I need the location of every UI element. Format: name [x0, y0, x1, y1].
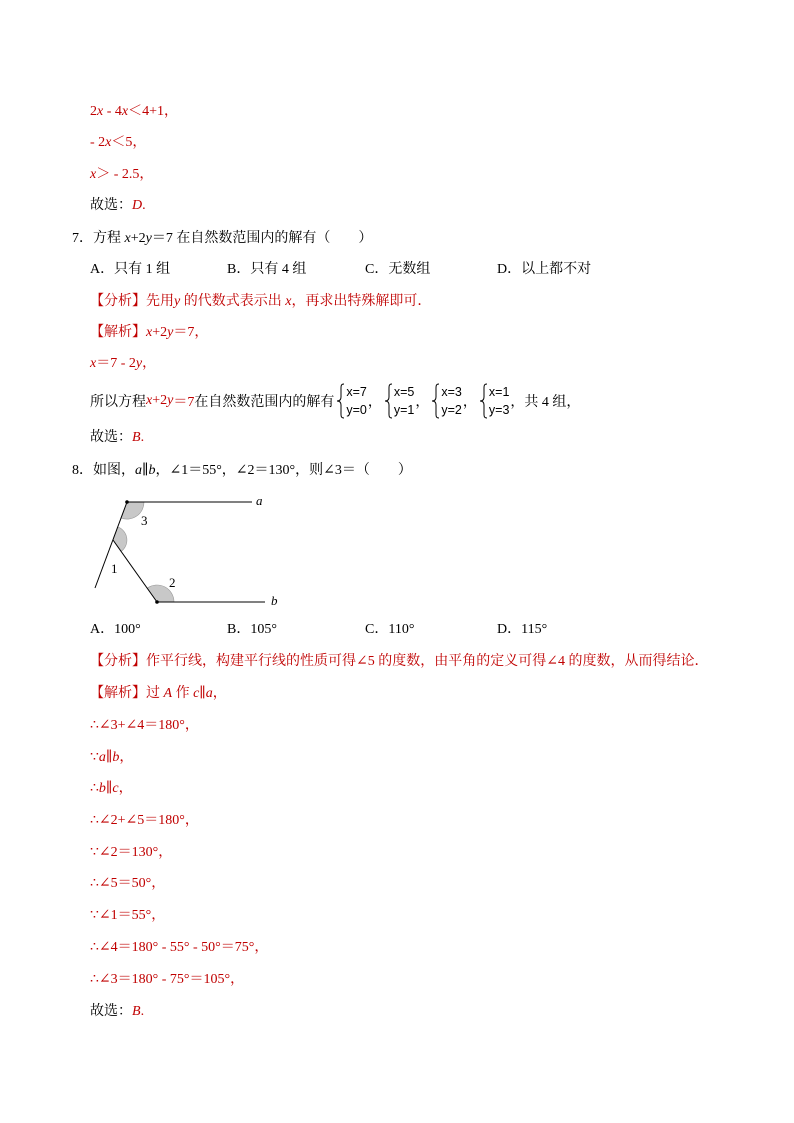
- system-row: y=1: [393, 403, 415, 417]
- equation-system-4: [479, 383, 510, 419]
- variable: A: [163, 686, 173, 701]
- text-run: 8．如图，: [72, 463, 135, 478]
- text-run: .: [142, 198, 146, 213]
- q7-option-a: A．只有 1 组: [90, 262, 171, 277]
- choice-answer: B: [132, 1004, 141, 1019]
- variable: y: [167, 393, 174, 408]
- choice-answer: D: [132, 198, 143, 213]
- q8-option-d: D．115°: [497, 622, 548, 637]
- q8-step-5: ∵∠2＝130°，: [90, 845, 173, 860]
- equation-system-1: [336, 383, 367, 419]
- text-run: ＞ - 2.5，: [96, 167, 154, 182]
- text-run: ，: [142, 356, 157, 371]
- q6-step-2: [90, 133, 146, 153]
- choice-label: 故选：: [90, 198, 132, 213]
- system-row: x=7: [346, 385, 367, 399]
- q8-step-7: ∵∠1＝55°，: [90, 908, 166, 923]
- text-run: ＝7: [173, 395, 195, 410]
- text-run: ，: [212, 686, 227, 701]
- brace-icon: [431, 383, 440, 419]
- variable: x: [146, 393, 153, 408]
- variable: b: [112, 750, 120, 765]
- text-run: 7．方程: [72, 231, 125, 246]
- vertex-dot: [155, 600, 159, 604]
- variable: x: [146, 325, 153, 340]
- text-run: ∥: [105, 750, 113, 765]
- text-run: ∵: [90, 750, 99, 765]
- q8-solution: [90, 684, 227, 704]
- text-run: +2: [152, 393, 168, 408]
- line-b-label: b: [271, 593, 278, 608]
- q7-stem: [72, 229, 372, 249]
- system-row: x=3: [441, 385, 462, 399]
- q6-choice: [90, 196, 146, 216]
- q8-stem: [72, 461, 412, 481]
- q6-step-3: [90, 165, 153, 185]
- q7-step-1: [90, 354, 156, 374]
- angle-2-label: 2: [169, 575, 176, 590]
- brace-icon: [479, 383, 488, 419]
- variable: c: [112, 781, 119, 796]
- q8-choice: [90, 1002, 144, 1022]
- separator: ，: [367, 395, 382, 410]
- text-run: ＜4+1，: [128, 104, 179, 119]
- equation-system-2: [384, 383, 415, 419]
- angle-1-sector: [113, 527, 127, 552]
- text-run: ＝7 - 2: [96, 356, 136, 371]
- text-run: 【分析】先用: [90, 294, 174, 309]
- text-run: - 4: [103, 104, 122, 119]
- text-run: ∴: [90, 781, 99, 796]
- text-run: ，: [118, 781, 133, 796]
- variable: y: [135, 356, 143, 371]
- text-run: .: [140, 1004, 145, 1019]
- q7-analysis: [90, 292, 431, 312]
- q8-option-b: B．105°: [227, 622, 277, 637]
- text-run: 在自然数范围内的解有: [194, 395, 335, 410]
- text-run: ∥: [105, 781, 113, 796]
- variable: y: [167, 325, 174, 340]
- line-a-label: a: [256, 493, 263, 508]
- text-run: 【解析】过: [90, 686, 164, 701]
- q8-option-a: A．100°: [90, 622, 141, 637]
- angle-3-label: 3: [141, 513, 148, 528]
- text-run: ，∠1＝55°，∠2＝130°，则∠3＝（ ）: [155, 463, 412, 478]
- text-run: ＝7，: [173, 325, 209, 340]
- q8-step-3: [90, 779, 133, 799]
- q8-step-6: ∴∠5＝50°，: [90, 876, 166, 891]
- q8-option-c: C．110°: [365, 622, 415, 637]
- angle-1-label: 1: [111, 561, 118, 576]
- q7-option-b: B．只有 4 组: [227, 262, 307, 277]
- system-row: y=0: [346, 403, 367, 417]
- system-row: x=5: [393, 385, 415, 399]
- text-run: .: [140, 430, 145, 445]
- text-run: ，: [119, 750, 134, 765]
- choice-answer: B: [132, 430, 141, 445]
- q7-solution: [90, 323, 208, 343]
- text-run: ＜5，: [111, 135, 147, 150]
- separator: ，: [415, 395, 430, 410]
- q8-step-1: ∴∠3+∠4＝180°，: [90, 718, 199, 733]
- brace-icon: [384, 383, 393, 419]
- variable: x: [121, 104, 129, 119]
- text-run: 【解析】: [90, 325, 146, 340]
- system-row: y=2: [441, 403, 462, 417]
- variable: x: [90, 167, 97, 182]
- text-run: ，再求出特殊解即可．: [291, 294, 432, 309]
- q8-step-9: ∴∠3＝180° - 75°＝105°，: [90, 972, 245, 987]
- variable: a: [205, 686, 213, 701]
- variable: b: [148, 463, 156, 478]
- system-row: x=1: [488, 385, 510, 399]
- text-run: - 2: [90, 135, 106, 150]
- choice-label: 故选：: [90, 430, 132, 445]
- text-run: ∥: [199, 686, 206, 701]
- variable: y: [145, 231, 152, 246]
- text-run: ＝7 在自然数范围内的解有（ ）: [151, 231, 373, 246]
- q8-step-4: ∴∠2+∠5＝180°，: [90, 813, 199, 828]
- system-row: y=3: [488, 403, 510, 417]
- text-run: 所以方程: [90, 395, 146, 410]
- vertex-dot: [125, 500, 129, 504]
- choice-label: 故选：: [90, 1004, 132, 1019]
- text-run: ，共 4 组，: [510, 395, 581, 410]
- q7-option-d: D．以上都不对: [497, 262, 592, 277]
- variable: c: [193, 686, 200, 701]
- q7-result: [90, 382, 580, 420]
- variable: x: [90, 356, 97, 371]
- q6-step-1: [90, 102, 178, 122]
- text-run: +2: [152, 325, 168, 340]
- text-run: 作: [172, 686, 194, 701]
- parallel-lines-figure: [85, 490, 285, 612]
- variable: a: [98, 750, 106, 765]
- variable: x: [285, 294, 292, 309]
- text-run: 2: [90, 104, 97, 119]
- variable: x: [105, 135, 112, 150]
- variable: b: [98, 781, 106, 796]
- separator: ，: [462, 395, 477, 410]
- equation-system-3: [431, 383, 462, 419]
- text-run: 的代数式表示出: [180, 294, 286, 309]
- q7-choice: [90, 428, 144, 448]
- variable: x: [97, 104, 104, 119]
- q7-option-c: C．无数组: [365, 262, 431, 277]
- q8-step-8: ∴∠4＝180° - 55° - 50°＝75°，: [90, 940, 269, 955]
- variable: x: [124, 231, 131, 246]
- text-run: ∥: [142, 463, 149, 478]
- brace-icon: [336, 383, 345, 419]
- text-run: +2: [130, 231, 146, 246]
- q8-step-2: [90, 748, 133, 768]
- variable: y: [174, 294, 181, 309]
- variable: a: [135, 463, 142, 478]
- q8-analysis: 【分析】作平行线，构建平行线的性质可得∠5 的度数，由平角的定义可得∠4 的度数，从而得结论．: [90, 654, 709, 669]
- connecting-segment: [113, 540, 157, 602]
